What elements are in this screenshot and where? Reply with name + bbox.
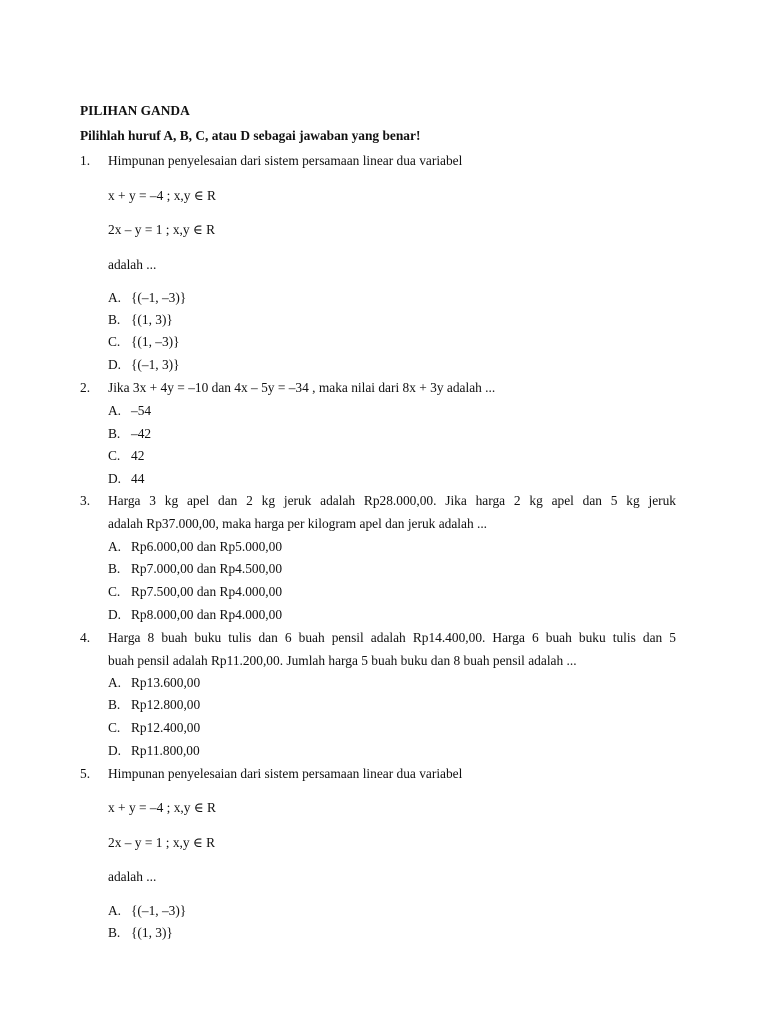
question-number: 4. [80,630,91,645]
option-text: Rp7.000,00 dan Rp4.500,00 [131,561,283,576]
equation-2: 2x – y = 1 ; x,y ∈ R [108,222,216,237]
equation-1: x + y = –4 ; x,y ∈ R [108,188,216,203]
option-text: –42 [131,426,152,441]
equation-1: x + y = –4 ; x,y ∈ R [108,800,216,815]
option-text: 42 [131,448,145,463]
option-text: 44 [131,471,145,486]
option-text: Rp11.800,00 [131,743,200,758]
question-text-line-2: adalah Rp37.000,00, maka harga per kilogram apel dan jeruk adalah ... [108,516,488,531]
option-text: Rp7.500,00 dan Rp4.000,00 [131,584,283,599]
option-text: {(1, –3)} [131,334,180,349]
question-number: 1. [80,153,91,168]
option-text: Rp12.400,00 [131,720,201,735]
option-letter: A. [108,903,122,918]
question-text: Jika 3x + 4y = –10 dan 4x – 5y = –34 , maka nilai dari 8x + 3y adalah ... [108,380,496,395]
option-letter: C. [108,584,121,599]
option-letter: B. [108,312,121,327]
option-letter: C. [108,334,121,349]
option-text: {(–1, –3)} [131,903,187,918]
option-letter: A. [108,403,122,418]
option-text: {(1, 3)} [131,312,173,327]
question-text-line-1: Harga 3 kg apel dan 2 kg jeruk adalah Rp28.000,00. Jika harga 2 kg apel dan 5 kg jeruk [108,493,676,508]
option-text: –54 [131,403,152,418]
option-text: Rp8.000,00 dan Rp4.000,00 [131,607,283,622]
instruction-text: Pilihlah huruf A, B, C, atau D sebagai jawaban yang benar! [80,128,421,143]
option-letter: B. [108,426,121,441]
option-text: Rp6.000,00 dan Rp5.000,00 [131,539,283,554]
option-text: {(–1, –3)} [131,290,187,305]
question-tail: adalah ... [108,869,157,884]
option-text: Rp12.800,00 [131,697,201,712]
option-text: {(–1, 3)} [131,357,180,372]
question-text: Himpunan penyelesaian dari sistem persamaan linear dua variabel [108,766,463,781]
question-number: 2. [80,380,91,395]
option-letter: D. [108,471,122,486]
option-letter: B. [108,925,121,940]
option-letter: D. [108,743,122,758]
question-tail: adalah ... [108,257,157,272]
option-letter: D. [108,357,122,372]
question-text-line-2: buah pensil adalah Rp11.200,00. Jumlah harga 5 buah buku dan 8 buah pensil adalah ... [108,653,577,668]
option-letter: B. [108,697,121,712]
equation-2: 2x – y = 1 ; x,y ∈ R [108,835,216,850]
option-letter: B. [108,561,121,576]
option-letter: C. [108,720,121,735]
question-text: Himpunan penyelesaian dari sistem persamaan linear dua variabel [108,153,463,168]
option-letter: A. [108,539,122,554]
option-letter: D. [108,607,122,622]
question-number: 5. [80,766,91,781]
option-letter: C. [108,448,121,463]
option-text: {(1, 3)} [131,925,173,940]
option-letter: A. [108,675,122,690]
option-text: Rp13.600,00 [131,675,201,690]
question-text-line-1: Harga 8 buah buku tulis dan 6 buah pensil adalah Rp14.400,00. Harga 6 buah buku tulis dan 5 [108,630,676,645]
option-letter: A. [108,290,122,305]
section-heading: PILIHAN GANDA [80,103,190,118]
question-number: 3. [80,493,91,508]
